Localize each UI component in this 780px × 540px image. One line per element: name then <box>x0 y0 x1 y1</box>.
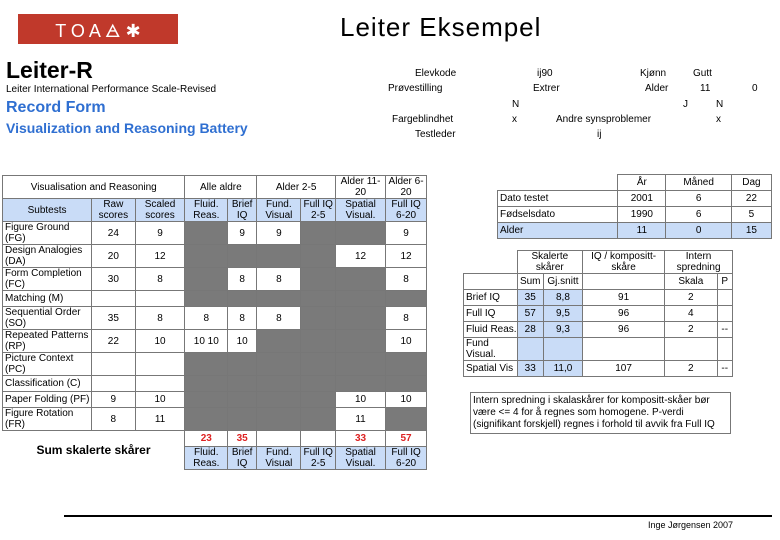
subcol-8: Full IQ 6-20 <box>386 199 427 222</box>
provestilling-label: Prøvestilling <box>388 83 443 94</box>
cell-fund: 8 <box>257 307 301 330</box>
date-val: 2001 <box>618 191 666 207</box>
table-row <box>3 376 427 392</box>
table-row <box>498 191 772 207</box>
date-val: 5 <box>731 207 771 223</box>
cell-raw: 35 <box>92 307 135 330</box>
cell-fund <box>257 330 301 353</box>
note-box: Intern spredning i skalaskårer for kompositt-skåer bør være <= 4 for å regnes som homogene. P-verdi (signifikant forskjell) regnes i forhold til avvik fra Full IQ <box>470 392 731 434</box>
cell-fluid: 10 10 <box>185 330 228 353</box>
cell-full620 <box>386 408 427 431</box>
cell-brief <box>228 376 257 392</box>
logo: T O A 🜁 ✱ <box>18 14 178 44</box>
cell-brief <box>228 245 257 268</box>
cell-brief: 10 <box>228 330 257 353</box>
cell-full25 <box>301 392 336 408</box>
cell-fluid: 8 <box>185 307 228 330</box>
iq-sub-4: P <box>717 274 733 290</box>
cell-fluid <box>185 222 228 245</box>
j-label: N <box>512 99 520 110</box>
subcol-0: Subtests <box>3 199 92 222</box>
cell-spatial <box>335 222 385 245</box>
cell-fluid <box>185 245 228 268</box>
cell-fluid <box>185 291 228 307</box>
leiter-subtitle: Leiter International Performance Scale-Revised <box>6 84 217 95</box>
cell-full25 <box>301 408 336 431</box>
iq-avg: 8,8 <box>543 290 582 306</box>
cell-fund <box>257 353 301 376</box>
cell-fluid <box>185 376 228 392</box>
cell-raw: 22 <box>92 330 135 353</box>
iq-name: Fund Visual. <box>464 338 518 361</box>
sum-5: 57 <box>386 431 427 447</box>
date-label: Alder <box>498 223 618 239</box>
subtest-name: Figure Rotation (FR) <box>3 408 92 431</box>
cell-scaled: 10 <box>135 392 185 408</box>
iq-name: Spatial Vis <box>464 361 518 377</box>
date-label: Fødselsdato <box>498 207 618 223</box>
table-row <box>3 245 427 268</box>
cell-scaled: 10 <box>135 330 185 353</box>
subcol-6: Full IQ 2-5 <box>301 199 336 222</box>
cell-spatial: 10 <box>335 392 385 408</box>
subcol-4: Brief IQ <box>228 199 257 222</box>
date-val: 11 <box>618 223 666 239</box>
cell-full25 <box>301 291 336 307</box>
table-row <box>3 222 427 245</box>
cell-raw: 9 <box>92 392 135 408</box>
main-h4: Alder 11-20 <box>335 176 385 199</box>
cell-scaled <box>135 291 185 307</box>
subtest-name: Paper Folding (PF) <box>3 392 92 408</box>
cell-spatial <box>335 268 385 291</box>
table-row <box>3 408 427 431</box>
subtest-name: Figure Ground (FG) <box>3 222 92 245</box>
iq-sub-0: Sum <box>517 274 543 290</box>
cell-full620: 8 <box>386 307 427 330</box>
iq-p <box>717 290 733 306</box>
iq-sum: 33 <box>517 361 543 377</box>
cell-spatial: 12 <box>335 245 385 268</box>
cell-brief <box>228 392 257 408</box>
testleder-label: Testleder <box>415 129 456 140</box>
table-row <box>464 306 733 322</box>
date-label: Dato testet <box>498 191 618 207</box>
date-col-year: År <box>618 175 666 191</box>
sum-4: 33 <box>335 431 385 447</box>
main-h3: Alder 2-5 <box>257 176 336 199</box>
subcol-3: Fluid. Reas. <box>185 199 228 222</box>
cell-fund <box>257 376 301 392</box>
foot-3: Full IQ 2-5 <box>301 447 336 470</box>
elevkode-label: Elevkode <box>415 68 457 79</box>
cell-spatial <box>335 376 385 392</box>
foot-1: Brief IQ <box>228 447 257 470</box>
cell-full25 <box>301 245 336 268</box>
alder-label: Alder <box>645 83 669 94</box>
date-table <box>497 174 772 239</box>
iq-iq <box>583 338 665 361</box>
cell-brief: 8 <box>228 268 257 291</box>
subcol-1: Raw scores <box>92 199 135 222</box>
iq-name: Fluid Reas. <box>464 322 518 338</box>
table-row <box>464 322 733 338</box>
cell-raw <box>92 353 135 376</box>
alder-zero: 0 <box>752 83 758 94</box>
date-val: 0 <box>666 223 731 239</box>
date-val: 15 <box>731 223 771 239</box>
sum-label: Sum skalerte skårer <box>36 443 151 458</box>
subcol-7: Spatial Visual. <box>335 199 385 222</box>
cell-fluid <box>185 353 228 376</box>
iq-scale: 2 <box>665 290 717 306</box>
iq-p <box>717 338 733 361</box>
sum-3 <box>301 431 336 447</box>
iq-iq: 96 <box>583 322 665 338</box>
subtest-name: Classification (C) <box>3 376 92 392</box>
j2-label: J <box>683 99 688 110</box>
iq-sum: 35 <box>517 290 543 306</box>
iq-blank <box>464 274 518 290</box>
foot-2: Fund. Visual <box>257 447 301 470</box>
kjonn-label: Kjønn <box>640 68 667 79</box>
iq-scale: 2 <box>665 322 717 338</box>
fargeblindhet-value: x <box>512 114 517 125</box>
cell-fund <box>257 392 301 408</box>
table-row <box>3 353 427 376</box>
cell-raw: 30 <box>92 268 135 291</box>
iq-scale <box>665 338 717 361</box>
iq-avg: 9,5 <box>543 306 582 322</box>
table-row <box>464 361 733 377</box>
cell-brief: 9 <box>228 222 257 245</box>
cell-full25 <box>301 353 336 376</box>
battery-title: Visualization and Reasoning Battery <box>6 120 248 136</box>
cell-scaled: 8 <box>135 307 185 330</box>
date-val: 1990 <box>618 207 666 223</box>
sum-2 <box>257 431 301 447</box>
foot-0: Fluid. Reas. <box>185 447 228 470</box>
subtest-name: Sequential Order (SO) <box>3 307 92 330</box>
cell-full620: 10 <box>386 392 427 408</box>
cell-brief <box>228 353 257 376</box>
cell-raw: 8 <box>92 408 135 431</box>
table-row <box>3 307 427 330</box>
cell-spatial <box>335 291 385 307</box>
cell-scaled: 11 <box>135 408 185 431</box>
main-h2: Alle aldre <box>185 176 257 199</box>
iq-avg: 9,3 <box>543 322 582 338</box>
cell-fluid <box>185 268 228 291</box>
cell-full25 <box>301 268 336 291</box>
cell-fund <box>257 408 301 431</box>
table-row <box>498 207 772 223</box>
main-table <box>2 175 427 470</box>
date-val: 6 <box>666 191 731 207</box>
subtest-name: Picture Context (PC) <box>3 353 92 376</box>
sum-1: 35 <box>228 431 257 447</box>
author: Inge Jørgensen 2007 <box>648 520 734 530</box>
iq-scale: 4 <box>665 306 717 322</box>
andre-value: x <box>716 114 721 125</box>
cell-full620: 8 <box>386 268 427 291</box>
iq-sum <box>517 338 543 361</box>
cell-scaled <box>135 353 185 376</box>
table-row <box>464 290 733 306</box>
iq-iq: 107 <box>583 361 665 377</box>
subtest-name: Repeated Patterns (RP) <box>3 330 92 353</box>
date-val: 22 <box>731 191 771 207</box>
leiter-title: Leiter-R <box>6 57 93 83</box>
cell-spatial <box>335 307 385 330</box>
cell-brief: 8 <box>228 307 257 330</box>
main-h5: Alder 6-20 <box>386 176 427 199</box>
alder-value: 11 <box>700 83 711 94</box>
cell-fund: 9 <box>257 222 301 245</box>
cell-full620: 12 <box>386 245 427 268</box>
cell-brief <box>228 291 257 307</box>
subtest-name: Form Completion (FC) <box>3 268 92 291</box>
iq-p: -- <box>717 361 733 377</box>
iq-name: Brief IQ <box>464 290 518 306</box>
cell-raw <box>92 376 135 392</box>
elevkode-value: ij90 <box>537 68 553 79</box>
n2-label: N <box>716 99 724 110</box>
table-row <box>3 291 427 307</box>
sum-0: 23 <box>185 431 228 447</box>
cell-spatial: 11 <box>335 408 385 431</box>
subtest-name: Matching (M) <box>3 291 92 307</box>
table-row <box>3 268 427 291</box>
cell-fund: 8 <box>257 268 301 291</box>
iq-p: -- <box>717 322 733 338</box>
iq-avg <box>543 338 582 361</box>
cell-full620: 9 <box>386 222 427 245</box>
cell-raw: 24 <box>92 222 135 245</box>
subcol-5: Fund. Visual <box>257 199 301 222</box>
cell-full620: 10 <box>386 330 427 353</box>
provestilling-value: Extrer <box>533 83 560 94</box>
testleder-value: ij <box>597 129 602 140</box>
iq-iq: 91 <box>583 290 665 306</box>
iq-p <box>717 306 733 322</box>
table-row <box>498 223 772 239</box>
table-row <box>464 338 733 361</box>
iq-h1: Skalerte skårer <box>517 251 582 274</box>
cell-full620 <box>386 353 427 376</box>
iq-h3: Intern spredning <box>665 251 733 274</box>
cell-full25 <box>301 330 336 353</box>
iq-name: Full IQ <box>464 306 518 322</box>
kjonn-value: Gutt <box>693 68 712 79</box>
cell-full620 <box>386 376 427 392</box>
iq-sub-2 <box>583 274 665 290</box>
subcol-2: Scaled scores <box>135 199 185 222</box>
iq-sum: 28 <box>517 322 543 338</box>
fargeblindhet-label: Fargeblindhet <box>392 114 454 125</box>
cell-scaled: 8 <box>135 268 185 291</box>
date-col-month: Måned <box>666 175 731 191</box>
cell-spatial <box>335 353 385 376</box>
page-title: Leiter Eksempel <box>340 12 542 42</box>
iq-avg: 11,0 <box>543 361 582 377</box>
cell-full25 <box>301 376 336 392</box>
iq-table <box>463 250 733 377</box>
table-row <box>3 392 427 408</box>
cell-scaled <box>135 376 185 392</box>
iq-sub-1: Gj.snitt <box>543 274 582 290</box>
cell-spatial <box>335 330 385 353</box>
cell-scaled: 12 <box>135 245 185 268</box>
main-h1: Visualisation and Reasoning <box>3 176 185 199</box>
andre-label: Andre synsproblemer <box>556 114 652 125</box>
record-form-title: Record Form <box>6 99 106 116</box>
table-row <box>3 330 427 353</box>
foot-5: Full IQ 6-20 <box>386 447 427 470</box>
cell-fluid <box>185 408 228 431</box>
iq-iq: 96 <box>583 306 665 322</box>
iq-sub-3: Skala <box>665 274 717 290</box>
cell-raw: 20 <box>92 245 135 268</box>
iq-scale: 2 <box>665 361 717 377</box>
cell-fund <box>257 291 301 307</box>
iq-h2: IQ / kompositt-skåre <box>583 251 665 274</box>
cell-full25 <box>301 222 336 245</box>
subtest-name: Design Analogies (DA) <box>3 245 92 268</box>
cell-raw <box>92 291 135 307</box>
iq-sum: 57 <box>517 306 543 322</box>
cell-brief <box>228 408 257 431</box>
footer-line <box>64 515 772 517</box>
cell-full25 <box>301 307 336 330</box>
date-col-day: Dag <box>731 175 771 191</box>
cell-fluid <box>185 392 228 408</box>
date-val: 6 <box>666 207 731 223</box>
cell-scaled: 9 <box>135 222 185 245</box>
foot-4: Spatial Visual. <box>335 447 385 470</box>
cell-full620 <box>386 291 427 307</box>
cell-fund <box>257 245 301 268</box>
